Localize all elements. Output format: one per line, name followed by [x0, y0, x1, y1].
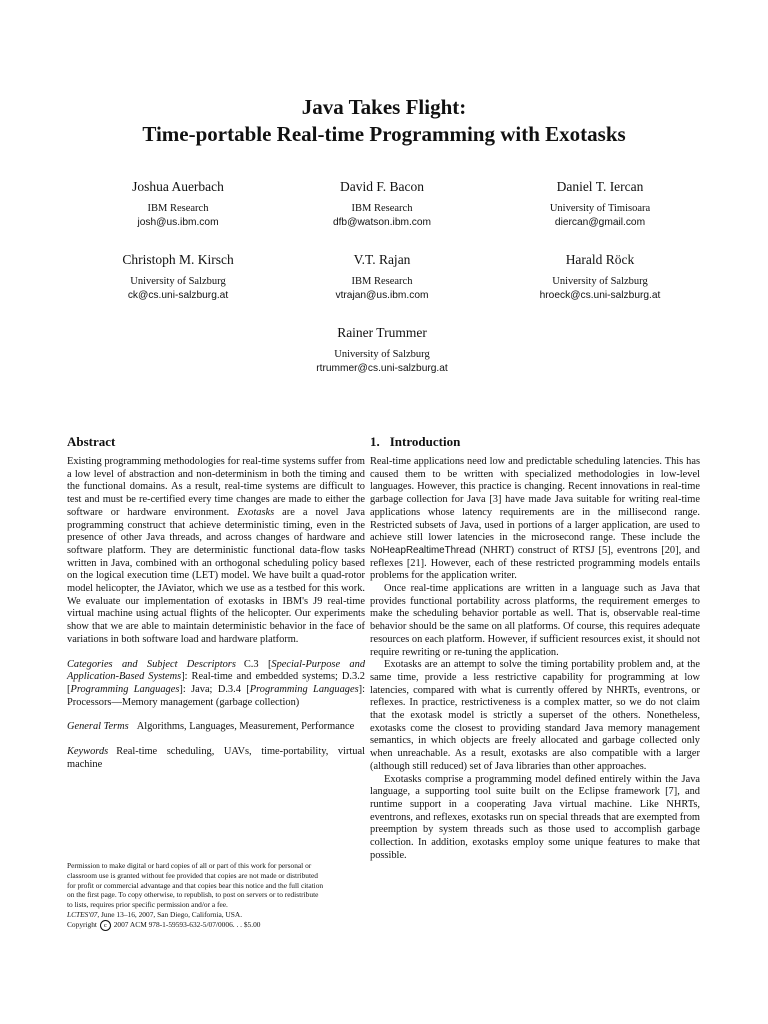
author-name: Joshua Auerbach	[132, 179, 224, 194]
right-column	[370, 434, 700, 863]
author-name: Harald Röck	[565, 252, 635, 267]
intro-paragraph-1	[370, 456, 700, 583]
copyright-line	[67, 920, 365, 931]
author-affiliation: University of Salzburg	[552, 276, 648, 287]
keywords-section	[67, 746, 365, 771]
categories-emphasis: Programming Languages	[70, 683, 180, 695]
venue-name: LCTES'07,	[67, 909, 100, 919]
abstract-text	[67, 456, 365, 647]
author-affiliation: IBM Research	[147, 203, 209, 214]
paper-title	[0, 94, 768, 148]
author-affiliation: IBM Research	[351, 276, 413, 287]
permission-line: classroom use is granted without fee provided that copies are not made or distributed	[67, 870, 319, 880]
general-terms-section	[67, 721, 365, 734]
author-name: Rainer Trummer	[337, 325, 427, 340]
author-name: David F. Bacon	[339, 179, 425, 194]
general-terms-text: Algorithms, Languages, Measurement, Performance	[136, 721, 355, 733]
intro-paragraph-4: Exotasks comprise a programming model defined entirely within the Java language, a supporting tool suite built on the Eclipse framework [7], and runtime support in a cooperating Java virtual machine. Like NHRTs, eventrons, and reflexes, exotasks run on special threads that are exempted from preemption by system threads such as those used to accomplish garbage collection. In addition, exotasks employ some unique features to make that possible.	[370, 773, 700, 861]
left-column	[67, 434, 365, 771]
author-name: V.T. Rajan	[353, 252, 411, 267]
author-affiliation: IBM Research	[351, 203, 413, 214]
author-email: ck@cs.uni-salzburg.at	[127, 290, 229, 301]
keywords-label: Keywords	[67, 746, 109, 758]
categories-label: Categories and Subject Descriptors	[67, 658, 236, 670]
author-block	[68, 178, 288, 230]
abstract-text-part: are a novel Java programming construct that achieve deterministic timing, even in the presence of other Java threads, and across changes of hardware and software platform. They are deterministic functional data-flow tasks written in Java, combined with an orthogonal scheduling policy based on the logical execution time (LET) model. We have built a quad-rotor model helicopter, the JAviator, which we use as a testbed for this work. We evaluate our implementation of exotasks in IBM's J9 real-time virtual machine using actual flights of the helicopter. Our experiments show that we are able to maintain deterministic behavior in the face of variations in both software load and hardware platform.	[67, 506, 365, 645]
intro-text: Real-time applications need low and predictable scheduling latencies. This has caused them to be written with specialized methodologies in low-level languages. However, this practice is changing. Recent innovations in real-time garbage collection for Java [3] have made Java suitable for writing real-time applications whose latency requirements are in the millisecond range. Restricted subsets of Java, used in portions of a larger application, are used to achieve still lower latencies in the microsecond range. These include the	[370, 456, 700, 544]
author-affiliation: University of Salzburg	[130, 276, 226, 287]
author-email: hroeck@cs.uni-salzburg.at	[539, 290, 661, 301]
author-email: dfb@watson.ibm.com	[332, 217, 432, 228]
venue-details: June 13–16, 2007, San Diego, California, USA.	[99, 909, 243, 919]
author-email: diercan@gmail.com	[554, 217, 646, 228]
author-block	[490, 251, 710, 303]
author-block	[68, 251, 288, 303]
keywords-text: Real-time scheduling, UAVs, time-portability, virtual machine	[67, 746, 365, 770]
section-number: 1.	[370, 434, 380, 449]
abstract-emphasis: Exotasks	[237, 506, 275, 518]
permission-line: Permission to make digital or hard copies of all or part of this work for personal or	[67, 861, 312, 870]
intro-paragraph-3: Exotasks are an attempt to solve the timing portability problem and, at the same time, provide a less restrictive capability for programming at low latencies, compared with what is currently offered by NHRTs, eventrons, or reflexes. In practice, restrictiveness is a complex matter, so we do not claim that the exotask model is strictly a superset of the others. Nonetheless, exotasks come the closest to providing standard Java memory management semantics, in which objects are freely allocated and garbage collected only when unreachable. As a result, exotasks are also compatible with a larger (although still reduced) set of Java libraries than other approaches.	[370, 659, 700, 772]
copyright-text: 2007 ACM 978-1-59593-632-5/07/0006. . . $5.00	[113, 919, 261, 929]
categories-emphasis: Programming Languages	[249, 683, 359, 695]
title-line-1: Java Takes Flight:	[301, 95, 467, 119]
author-block	[272, 251, 492, 303]
categories-text: ]: Java; D.3.4 [	[179, 683, 250, 695]
author-block	[272, 324, 492, 376]
categories-emphasis: Special-Purpose and Application-Based Systems	[67, 658, 366, 683]
copyright-label: Copyright	[67, 919, 97, 929]
categories-text: C.3 [	[243, 658, 272, 670]
author-affiliation: University of Salzburg	[334, 349, 430, 360]
venue-line	[67, 910, 365, 920]
categories-section	[67, 659, 365, 710]
abstract-heading: Abstract	[67, 434, 116, 449]
abstract-text-part: Existing programming methodologies for real-time systems suffer from a low level of abstraction and non-determinism in both the timing and the functional domains. As a result, real-time systems are difficult to test and must be re-certified every time changes are made to either the software or hardware environment.	[67, 456, 365, 518]
section-title: Introduction	[389, 434, 461, 449]
author-name: Daniel T. Iercan	[556, 179, 644, 194]
author-block	[272, 178, 492, 230]
author-affiliation: University of Timisoara	[549, 203, 651, 214]
author-name: Christoph M. Kirsch	[122, 252, 234, 267]
permission-line: to lists, requires prior specific permission and/or a fee.	[67, 900, 228, 910]
categories-text: ]: Processors—Memory management (garbage collection)	[67, 683, 366, 708]
intro-code: NoHeapRealtimeThread	[370, 544, 476, 556]
intro-paragraph-2: Once real-time applications are written in a language such as Java that provides functional portability across platforms, the requirement emerges to make the scheduling behavior portable as well. That is, observable real-time behavior should be the same on all platforms. Of course, this requires adequate resources on each platform. However, if sufficient resources exist, it should not require rewriting or re-tuning the application.	[370, 583, 700, 658]
author-email: rtrummer@cs.uni-salzburg.at	[316, 363, 448, 374]
author-email: josh@us.ibm.com	[137, 217, 219, 228]
general-terms-label: General Terms	[67, 721, 129, 733]
intro-text: (NHRT) construct of RTSJ [5], eventrons [20], and reflexes [21]. However, each of these restricted programming models entails problems for the application writer.	[370, 544, 700, 582]
title-line-2: Time-portable Real-time Programming with Exotasks	[142, 122, 626, 146]
permission-notice	[67, 861, 365, 931]
author-email: vtrajan@us.ibm.com	[335, 290, 429, 301]
introduction-heading	[370, 434, 700, 450]
copyright-icon: c	[100, 920, 111, 931]
permission-line: for profit or commercial advantage and that copies bear this notice and the full citation	[67, 880, 324, 890]
categories-text: ]: Real-time and embedded systems; D.3.2 [	[67, 671, 365, 695]
author-block	[490, 178, 710, 230]
permission-line: on the first page. To copy otherwise, to republish, to post on servers or to redistribute	[67, 890, 319, 900]
